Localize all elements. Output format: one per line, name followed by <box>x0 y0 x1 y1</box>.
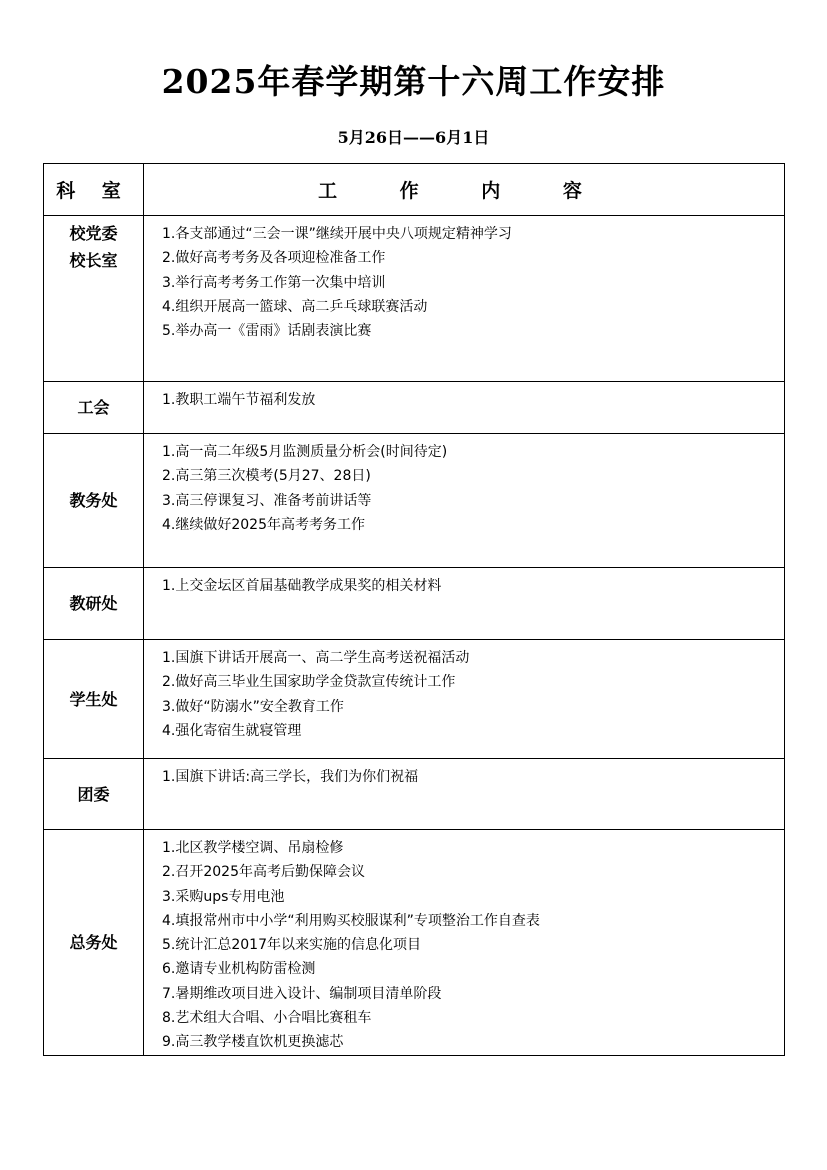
task-item: 4.继续做好2025年高考考务工作 <box>162 516 365 533</box>
content-cell <box>144 759 785 830</box>
table-row <box>44 382 785 434</box>
department-cell <box>44 640 144 759</box>
header-content: 工 作 内 容 <box>144 164 785 216</box>
task-item: 5.举办高一《雷雨》话剧表演比赛 <box>162 323 372 340</box>
department-name: 学生处 <box>69 689 118 709</box>
table-row <box>44 434 785 568</box>
department-cell <box>44 216 144 382</box>
task-item: 2.做好高考考务及各项迎检准备工作 <box>162 250 386 267</box>
department-name: 教研处 <box>69 594 118 613</box>
table-row <box>44 640 785 759</box>
header-department: 科 室 <box>44 164 144 216</box>
department-name: 校长室 <box>69 251 118 270</box>
content-cell <box>144 830 785 1056</box>
task-item: 1.国旗下讲话开展高一、高二学生高考送祝福活动 <box>162 650 470 666</box>
table-header-row <box>44 164 785 216</box>
task-item: 5.统计汇总2017年以来实施的信息化项目 <box>162 937 421 954</box>
task-item: 1.各支部通过“三会一课”继续开展中央八项规定精神学习 <box>162 226 512 242</box>
content-cell <box>144 382 785 434</box>
task-item: 1.北区教学楼空调、吊扇检修 <box>162 840 344 856</box>
date-range: 5月26日——6月1日 <box>337 128 490 147</box>
schedule-rows <box>44 216 785 1056</box>
task-item: 2.高三第三次模考(5月27、28日) <box>162 468 371 485</box>
department-cell <box>44 759 144 830</box>
department-name: 工会 <box>77 398 110 417</box>
department-cell <box>44 568 144 640</box>
table-row <box>44 568 785 640</box>
department-cell <box>44 382 144 434</box>
schedule-table <box>43 163 785 1056</box>
task-item: 6.邀请专业机构防雷检测 <box>162 961 316 978</box>
task-item: 7.暑期维改项目进入设计、编制项目清单阶段 <box>162 985 442 1002</box>
task-item: 4.组织开展高一篮球、高二乒乓球联赛活动 <box>162 298 428 315</box>
task-item: 2.召开2025年高考后勤保障会议 <box>162 864 365 881</box>
table-row <box>44 830 785 1056</box>
task-item: 3.高三停课复习、准备考前讲话等 <box>162 492 372 509</box>
task-item: 8.艺术组大合唱、小合唱比赛租车 <box>162 1010 372 1027</box>
task-item: 1.国旗下讲话:高三学长，我们为你们祝福 <box>162 769 419 785</box>
task-item: 4.填报常州市中小学“利用购买校服谋利”专项整治工作自查表 <box>162 912 540 929</box>
department-cell <box>44 434 144 568</box>
content-cell <box>144 216 785 382</box>
task-item: 2.做好高三毕业生国家助学金贷款宣传统计工作 <box>162 674 456 691</box>
task-item: 1.教职工端午节福利发放 <box>162 392 316 408</box>
task-item: 4.强化寄宿生就寝管理 <box>162 722 302 739</box>
task-item: 3.做好“防溺水”安全教育工作 <box>162 698 344 715</box>
page-title: 2025年春学期第十六周工作安排 <box>161 62 666 101</box>
table-row <box>44 759 785 830</box>
task-item: 9.高三教学楼直饮机更换滤芯 <box>162 1034 344 1051</box>
department-cell <box>44 830 144 1056</box>
content-cell <box>144 640 785 759</box>
department-name: 总务处 <box>69 932 118 952</box>
department-name: 校党委 <box>69 224 118 243</box>
task-item: 3.举行高考考务工作第一次集中培训 <box>162 274 386 291</box>
content-cell <box>144 434 785 568</box>
task-item: 1.上交金坛区首届基础教学成果奖的相关材料 <box>162 578 442 594</box>
department-name: 教务处 <box>69 491 118 510</box>
content-cell <box>144 568 785 640</box>
department-name: 团委 <box>77 784 110 804</box>
task-item: 1.高一高二年级5月监测质量分析会(时间待定) <box>162 444 448 460</box>
task-item: 3.采购ups专用电池 <box>162 888 285 905</box>
table-row <box>44 216 785 382</box>
